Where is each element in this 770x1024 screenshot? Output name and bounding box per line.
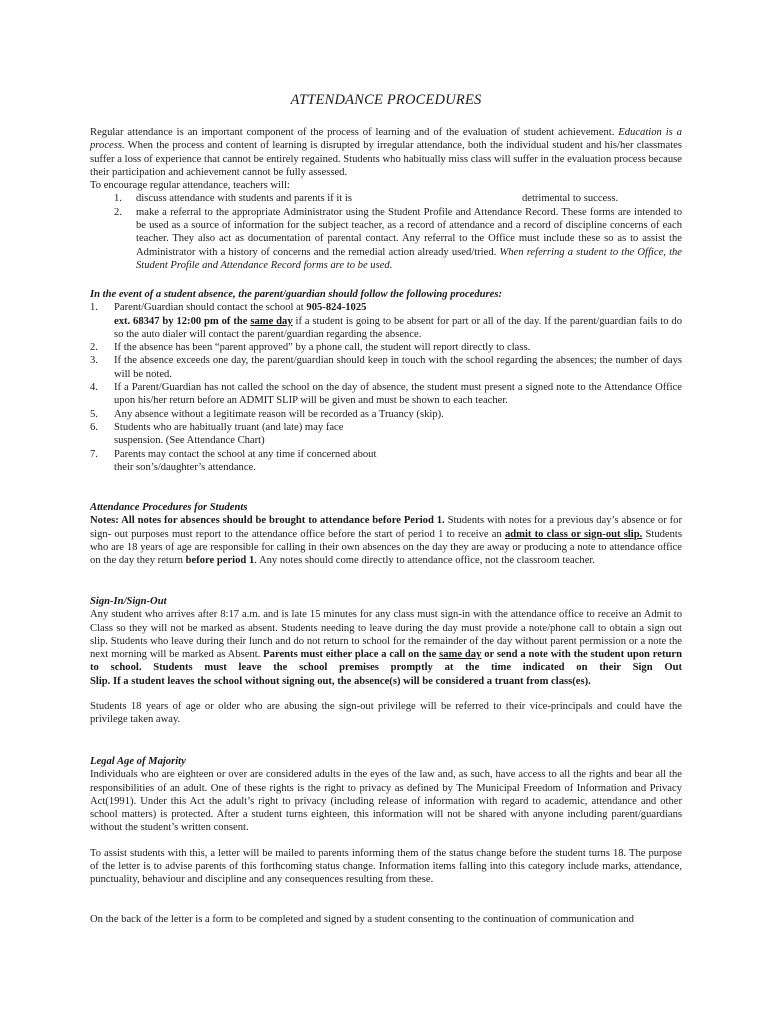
list-item: 1. discuss attendance with students and parents if it is detrimental to success. [114, 193, 619, 205]
absence-heading: In the event of a student absence, the parent/guardian should follow the following procedures: [90, 289, 503, 300]
intro-section [90, 126, 682, 272]
encourage-line: To encourage regular attendance, teachers will: [90, 180, 290, 192]
privilege-paragraph: Students 18 years of age or older who are abusing the sign-out privilege will be referred to their vice-principals and could have the privilege taken away. [90, 701, 682, 726]
legal-heading: Legal Age of Majority [90, 756, 186, 767]
assist-paragraph: To assist students with this, a letter will be mailed to parents informing them of the status change before the student turns 18. The purpose of the letter is to advise parents of this forthcoming status change. Information items falling into this category include marks, attendance, punctuality, behaviour and discipline and any consequences resulting from these. [90, 847, 682, 886]
signout-section [90, 595, 682, 727]
list-item: 1. Parent/Guardian should contact the school at 905-824-1025 ext. 68347 by 12:00 pm of the same day if a student is going to be absent for part or all of the day. If the parent/guardian fails to do so the auto dialer will contact the parent/guardian regarding the absence. [90, 302, 682, 340]
teacher-list [90, 192, 682, 272]
page-title: ATTENDANCE PROCEDURES [290, 92, 482, 108]
absence-list [90, 301, 682, 474]
signout-truant-line: Slip. If a student leaves the school without signing out, the absence(s) will be considered a truant from class(es). [90, 675, 591, 687]
legal-section [90, 755, 682, 926]
intro-paragraph: Regular attendance is an important component of the process of learning and of the evaluation of student achievement. Education is a process. When the process and content of learning is disrupted by irregular attendance, both the individual student and his/her classmates suffer a loss of experience that cannot be entirely regained. Students who habitually miss class will suffer in the evaluation process because their participation and achievement cannot be fully assessed. [90, 127, 682, 178]
list-item: 6. Students who are habitually truant (and late) may face suspension. (See Attendance Chart) [90, 421, 344, 447]
list-item: 2. make a referral to the appropriate Administrator using the Student Profile and Attendance Record. These forms are intended to be used as a source of information for the subject teacher, as a record of attendance and a record of discipline concerns of each teacher. They also act as documentation of parental contact. Any referral to the Office must include these so as to assist the Administrator with a history of concerns and the remedial action already used/tried. When referring a student to the Office, the Student Profile and Attendance Record forms are to be used. [114, 206, 683, 271]
absence-section [90, 288, 682, 474]
list-item: 5. Any absence without a legitimate reason will be recorded as a Truancy (skip). [90, 408, 444, 420]
list-item: 4. If a Parent/Guardian has not called the school on the day of absence, the student must present a signed note to the Attendance Office upon his/her return before an ADMIT SLIP will be given and must be shown to each teacher. [90, 382, 682, 407]
legal-paragraph: Individuals who are eighteen or over are considered adults in the eyes of the law and, as such, have access to all the rights and bear all the responsibilities of an adult. One of these rights is the right to privacy as defined by The Municipal Freedom of Information and Privacy Act(1991). Under this Act the adult’s right to privacy (including release of information with regard to academic, attendance and other school matters) is protected. After a student turns eighteen, this information will not be shared with anyone including parent/guardians without the student’s written consent. [90, 769, 682, 834]
students-heading: Attendance Procedures for Students [90, 502, 248, 513]
notes-paragraph: Notes: All notes for absences should be brought to attendance before Period 1. Students with notes for a previous day’s absence or for sign- out purposes must report to the attendance office before the start of period 1 to receive an admit to class or sign-out slip. Students who are 18 years of age are responsible for calling in their own absences on the day they are away or producing a note to attendance office on the day they return before period 1. Any notes should come directly to attendance office, not the classroom teacher. [90, 515, 682, 567]
list-item: 7. Parents may contact the school at any time if concerned about their son’s/daughter’s attendance. [90, 448, 377, 473]
back-of-letter-paragraph: On the back of the letter is a form to be completed and signed by a student consenting to the continuation of communication and [90, 913, 634, 925]
signout-paragraph: Any student who arrives after 8:17 a.m. and is late 15 minutes for any class must sign-in with the attendance office to receive an Admit to Class so they will not be marked as absent. Students needing to leave during the day must provide a note/phone call to obtain a sign out slip. Students who leave during their lunch and do not return to school for the remainder of the day without parent permission or a note the next morning will be marked as Absent. Parents must either place a call on the same day or send a note with the student upon return to school. Students must leave the school premises promptly at the time indicated on their Sign Out [90, 609, 682, 674]
list-item: 3. If the absence exceeds one day, the parent/guardian should keep in touch with the school regarding the absences; the number of days will be noted. [90, 355, 682, 380]
list-item: 2. If the absence has been “parent approved” by a phone call, the student will report directly to class. [90, 342, 531, 354]
signout-heading: Sign-In/Sign-Out [90, 596, 167, 607]
students-section [90, 501, 682, 567]
